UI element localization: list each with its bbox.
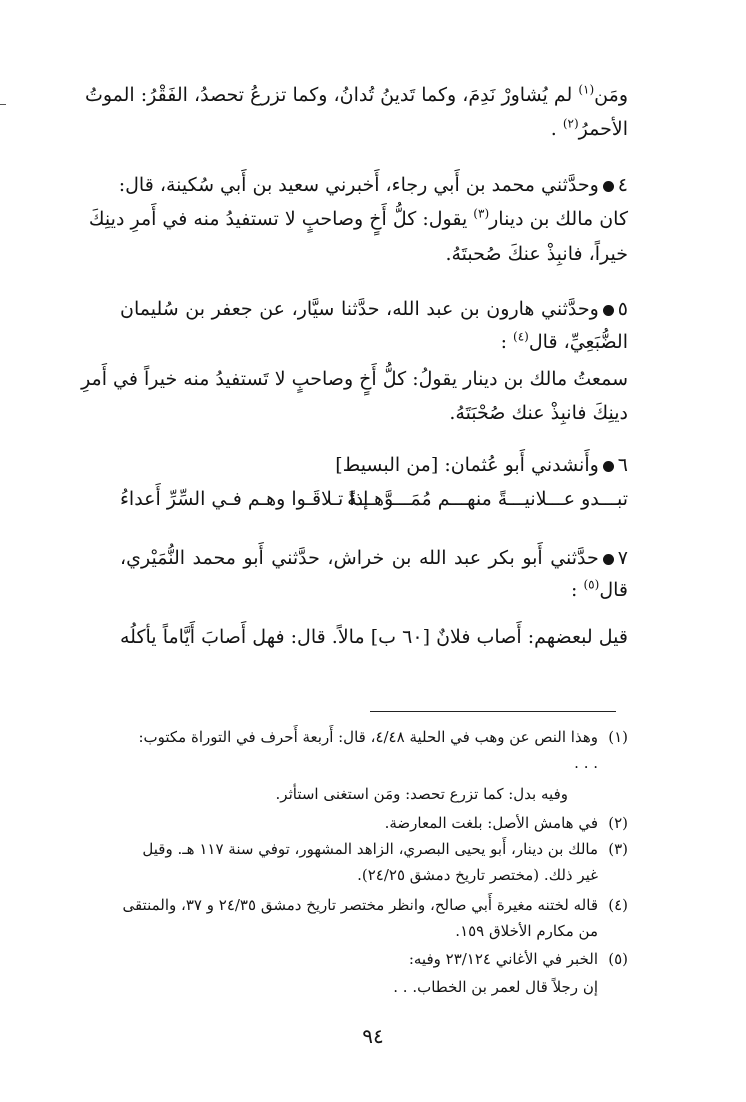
item-6-heading: ٦وأَنشدني أَبو عُثمان: [من البسيط] [335, 454, 628, 476]
item-number: ٦ [617, 454, 628, 476]
text-line: قيل لبعضهم: أَصاب فلانٌ [٦٠ ب] مالاً. قال: فهل أَصابَ أَيَّاماً يأكلُه [120, 626, 628, 648]
text-line: الأحمرُ$^{(٢)}$ . [550, 116, 628, 140]
hemistich-second: إذا تـلاقَـوا وهـم فـي السِّرِّ أَعداءُ [120, 488, 369, 510]
footnote-ref[interactable]: (٢) [562, 116, 579, 131]
margin-mark [0, 104, 6, 105]
item-number: ٧ [617, 547, 628, 569]
text-line: دينِكَ فانبِذْ عنك صُحْبَتَهُ. [449, 402, 628, 424]
footnote-3-cont: غير ذلك. (مختصر تاريخ دمشق ٢٤/٢٥). [357, 866, 598, 884]
footnote-2: (٢) في هامش الأصل: بلغت المعارضة. [384, 814, 628, 832]
bullet-icon [603, 181, 614, 192]
footnote-divider [370, 711, 616, 712]
footnote-1-cont: وفيه بدل: كما تزرع تحصد: ومَن استغنى استأثر. [275, 785, 568, 803]
footnote-1-cont: . . . [574, 754, 598, 772]
footnote-5: (٥) الخبر في الأغاني ٢٣/١٢٤ وفيه: [408, 950, 628, 968]
text-line: خيراً، فانبِذْ عنكَ صُحبتَهُ. [445, 243, 628, 265]
bullet-icon [603, 554, 614, 565]
hemistich-first: تبـــدو عـــلانيـــةً منهـــم مُمَـــوَّهـــةً [347, 488, 628, 510]
item-number: ٥ [617, 298, 628, 320]
meter-label: [من البسيط] [335, 454, 439, 476]
footnote-1: (١) وهذا النص عن وهب في الحلية ٤/٤٨، قال: أَربعة أَحرف في التوراة مكتوب: [138, 728, 628, 746]
item-4-heading: ٤وحدَّثني محمد بن أَبي رجاء، أَخبرني سعيد بن أَبي سُكينة، قال: [118, 174, 628, 196]
text-line: كان مالك بن دينار$^{(٣)}$ يقول: كلُّ أَخٍ وصاحبٍ لا تستفيدُ منه في أَمرِ دينِكَ [88, 206, 628, 230]
text-line: الضُّبَعِيِّ، قال$^{(٤)}$ : [500, 329, 628, 353]
footnote-ref[interactable]: (٣) [473, 206, 490, 221]
footnote-ref[interactable]: (١) [578, 82, 595, 97]
bullet-icon [603, 305, 614, 316]
item-number: ٤ [617, 174, 628, 196]
footnote-4: (٤) قاله لختنه مغيرة أَبي صالح، وانظر مختصر تاريخ دمشق ٢٤/٣٥ و ٣٧، والمنتقى [122, 896, 628, 914]
footnote-3: (٣) مالك بن دينار، أَبو يحيى البصري، الزاهد المشهور، توفي سنة ١١٧ هـ. وقيل [142, 840, 628, 858]
footnote-5-cont: إن رجلاً قال لعمر بن الخطاب. . . [393, 978, 598, 996]
item-7-heading: ٧حدَّثني أَبو بكر عبد الله بن خراش، حدَّثني أَبو محمد النُّمَيْري، [120, 547, 628, 569]
text-line: قال$^{(٥)}$ : [571, 577, 628, 601]
text-line: سمعتُ مالك بن دينار يقولُ: كلُّ أَخٍ وصاحبٍ لا تَستفيدُ منه خيراً في أَمرِ [81, 368, 628, 390]
text-line: ومَن$^{(١)}$ لم يُشاورْ نَدِمَ، وكما تَدينُ تُدانُ، وكما تزرعُ تحصدُ، الفَقْرُ: الموتُ [84, 82, 628, 106]
footnote-4-cont: من مكارم الأخلاق ١٥٩. [455, 922, 598, 940]
bullet-icon [603, 461, 614, 472]
footnote-ref[interactable]: (٥) [583, 577, 600, 592]
footnote-ref[interactable]: (٤) [513, 329, 529, 344]
page-number: ٩٤ [362, 1024, 384, 1048]
item-5-heading: ٥وحدَّثني هارون بن عبد الله، حدَّثنا سيَّار، عن جعفر بن سُليمان [120, 298, 628, 320]
